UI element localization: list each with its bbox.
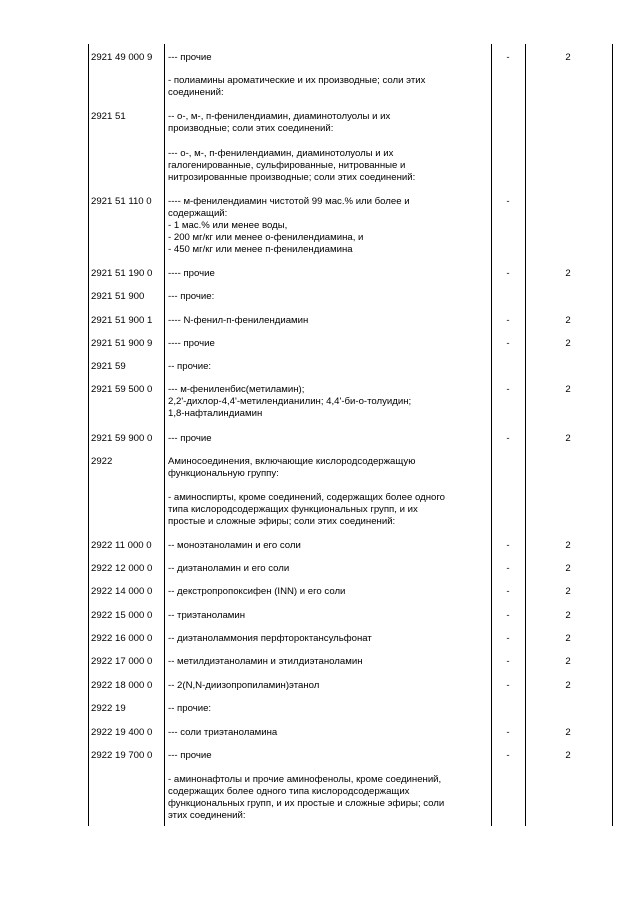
commodity-description bbox=[168, 361, 488, 373]
commodity-code: 2922 12 000 0 bbox=[91, 563, 153, 574]
description-line: - полиамины ароматические и их производные; соли этих bbox=[168, 75, 426, 86]
duty-rate: 2 bbox=[565, 727, 571, 738]
commodity-description bbox=[168, 268, 488, 280]
description-line: соединений: bbox=[168, 87, 224, 98]
table-border-right bbox=[612, 44, 613, 826]
commodity-code: 2921 51 900 9 bbox=[91, 338, 153, 349]
description-line: ---- прочие bbox=[168, 268, 215, 279]
commodity-code: 2921 59 500 0 bbox=[91, 384, 153, 395]
duty-rate: 2 bbox=[565, 540, 571, 551]
description-line: - 200 мг/кг или менее о-фенилендиамина, и bbox=[168, 232, 364, 243]
description-line: -- прочие: bbox=[168, 703, 212, 714]
unit-of-measure: - bbox=[506, 540, 510, 551]
description-line: Аминосоединения, включающие кислородсодержащую bbox=[168, 456, 416, 467]
commodity-description bbox=[168, 384, 488, 420]
commodity-code: 2921 49 000 9 bbox=[91, 52, 153, 63]
commodity-code: 2921 51 900 1 bbox=[91, 315, 153, 326]
duty-rate: 2 bbox=[565, 433, 571, 444]
description-line: - 450 мг/кг или менее п-фенилендиамина bbox=[168, 244, 353, 255]
description-line: нитрозированные производные; соли этих соединений: bbox=[168, 172, 416, 183]
commodity-description bbox=[168, 196, 488, 256]
description-line: функциональных групп, и их простые и сложные эфиры; соли bbox=[168, 798, 445, 809]
commodity-code: 2922 16 000 0 bbox=[91, 633, 153, 644]
commodity-description bbox=[168, 727, 488, 739]
unit-of-measure: - bbox=[506, 750, 510, 761]
commodity-description bbox=[168, 750, 488, 762]
description-line: --- прочие bbox=[168, 750, 212, 761]
description-line: ---- N-фенил-п-фенилендиамин bbox=[168, 315, 309, 326]
commodity-description bbox=[168, 433, 488, 445]
commodity-description bbox=[168, 52, 488, 64]
description-line: -- о-, м-, п-фенилендиамин, диаминотолуолы и их bbox=[168, 111, 391, 122]
duty-rate: 2 bbox=[565, 680, 571, 691]
unit-of-measure: - bbox=[506, 384, 510, 395]
commodity-code: 2922 19 700 0 bbox=[91, 750, 153, 761]
description-line: - аминонафтолы и прочие аминофенолы, кроме соединений, bbox=[168, 774, 442, 785]
description-line: 2,2'-дихлор-4,4'-метилендианилин; 4,4'-би-о-толуидин; bbox=[168, 396, 412, 407]
commodity-code: 2922 bbox=[91, 456, 113, 467]
commodity-code: 2922 11 000 0 bbox=[91, 540, 152, 551]
unit-of-measure: - bbox=[506, 196, 510, 207]
commodity-code: 2921 59 bbox=[91, 361, 126, 372]
commodity-description bbox=[168, 610, 488, 622]
commodity-description bbox=[168, 680, 488, 692]
commodity-description bbox=[168, 586, 488, 598]
unit-of-measure: - bbox=[506, 656, 510, 667]
description-line: -- диэтаноламин и его соли bbox=[168, 563, 290, 574]
description-line: ---- м-фенилендиамин чистотой 99 мас.% или более и bbox=[168, 196, 410, 207]
table-column-divider-unit bbox=[525, 44, 526, 826]
description-line: простые и сложные эфиры; соли этих соединений: bbox=[168, 516, 396, 527]
description-line: -- 2(N,N-диизопропиламин)этанол bbox=[168, 680, 320, 691]
unit-of-measure: - bbox=[506, 52, 510, 63]
table-column-divider-code bbox=[164, 44, 165, 826]
commodity-description bbox=[168, 774, 488, 822]
description-line: --- соли триэтаноламина bbox=[168, 727, 278, 738]
commodity-code: 2921 51 bbox=[91, 111, 126, 122]
unit-of-measure: - bbox=[506, 680, 510, 691]
commodity-code: 2922 19 400 0 bbox=[91, 727, 153, 738]
description-line: --- прочие bbox=[168, 52, 212, 63]
commodity-description bbox=[168, 291, 488, 303]
commodity-code: 2921 59 900 0 bbox=[91, 433, 153, 444]
duty-rate: 2 bbox=[565, 610, 571, 621]
unit-of-measure: - bbox=[506, 727, 510, 738]
duty-rate: 2 bbox=[565, 315, 571, 326]
commodity-description bbox=[168, 338, 488, 350]
description-line: производные; соли этих соединений: bbox=[168, 123, 334, 134]
duty-rate: 2 bbox=[565, 656, 571, 667]
description-line: содержащих более одного типа кислородсодержащих bbox=[168, 786, 410, 797]
unit-of-measure: - bbox=[506, 433, 510, 444]
commodity-code: 2921 51 900 bbox=[91, 291, 145, 302]
description-line: -- метилдиэтаноламин и этилдиэтаноламин bbox=[168, 656, 363, 667]
commodity-code: 2922 18 000 0 bbox=[91, 680, 153, 691]
description-line: содержащий: bbox=[168, 208, 228, 219]
duty-rate: 2 bbox=[565, 338, 571, 349]
commodity-code: 2922 15 000 0 bbox=[91, 610, 153, 621]
unit-of-measure: - bbox=[506, 268, 510, 279]
description-line: - аминоспирты, кроме соединений, содержащих более одного bbox=[168, 492, 445, 503]
description-line: типа кислородсодержащих функциональных групп, и их bbox=[168, 504, 418, 515]
description-line: --- прочие: bbox=[168, 291, 215, 302]
description-line: -- декстропропоксифен (INN) и его соли bbox=[168, 586, 346, 597]
unit-of-measure: - bbox=[506, 315, 510, 326]
description-line: функциональную группу: bbox=[168, 468, 279, 479]
table-border-left bbox=[88, 44, 89, 826]
duty-rate: 2 bbox=[565, 633, 571, 644]
duty-rate: 2 bbox=[565, 384, 571, 395]
description-line: этих соединений: bbox=[168, 810, 246, 821]
description-line: 1,8-нафталиндиамин bbox=[168, 408, 263, 419]
description-line: - 1 мас.% или менее воды, bbox=[168, 220, 288, 231]
commodity-description bbox=[168, 540, 488, 552]
commodity-description bbox=[168, 111, 488, 135]
duty-rate: 2 bbox=[565, 563, 571, 574]
commodity-code: 2922 14 000 0 bbox=[91, 586, 153, 597]
duty-rate: 2 bbox=[565, 750, 571, 761]
description-line: --- м-фениленбис(метиламин); bbox=[168, 384, 305, 395]
unit-of-measure: - bbox=[506, 610, 510, 621]
commodity-description bbox=[168, 456, 488, 480]
table-column-divider-description bbox=[491, 44, 492, 826]
description-line: галогенированные, сульфированные, нитрованные и bbox=[168, 160, 406, 171]
unit-of-measure: - bbox=[506, 563, 510, 574]
commodity-description bbox=[168, 703, 488, 715]
description-line: ---- прочие bbox=[168, 338, 215, 349]
commodity-description bbox=[168, 492, 488, 528]
description-line: -- моноэтаноламин и его соли bbox=[168, 540, 301, 551]
unit-of-measure: - bbox=[506, 586, 510, 597]
commodity-code: 2921 51 110 0 bbox=[91, 196, 152, 207]
commodity-description bbox=[168, 633, 488, 645]
description-line: -- диэтаноламмония перфтороктансульфонат bbox=[168, 633, 372, 644]
description-line: --- о-, м-, п-фенилендиамин, диаминотолуолы и их bbox=[168, 148, 394, 159]
commodity-code: 2922 19 bbox=[91, 703, 126, 714]
description-line: -- прочие: bbox=[168, 361, 212, 372]
commodity-code: 2921 51 190 0 bbox=[91, 268, 153, 279]
duty-rate: 2 bbox=[565, 586, 571, 597]
commodity-description bbox=[168, 148, 488, 184]
commodity-description bbox=[168, 75, 488, 99]
duty-rate: 2 bbox=[565, 268, 571, 279]
description-line: -- триэтаноламин bbox=[168, 610, 246, 621]
commodity-description bbox=[168, 563, 488, 575]
unit-of-measure: - bbox=[506, 338, 510, 349]
description-line: --- прочие bbox=[168, 433, 212, 444]
unit-of-measure: - bbox=[506, 633, 510, 644]
commodity-description bbox=[168, 315, 488, 327]
commodity-code: 2922 17 000 0 bbox=[91, 656, 153, 667]
duty-rate: 2 bbox=[565, 52, 571, 63]
commodity-description bbox=[168, 656, 488, 668]
